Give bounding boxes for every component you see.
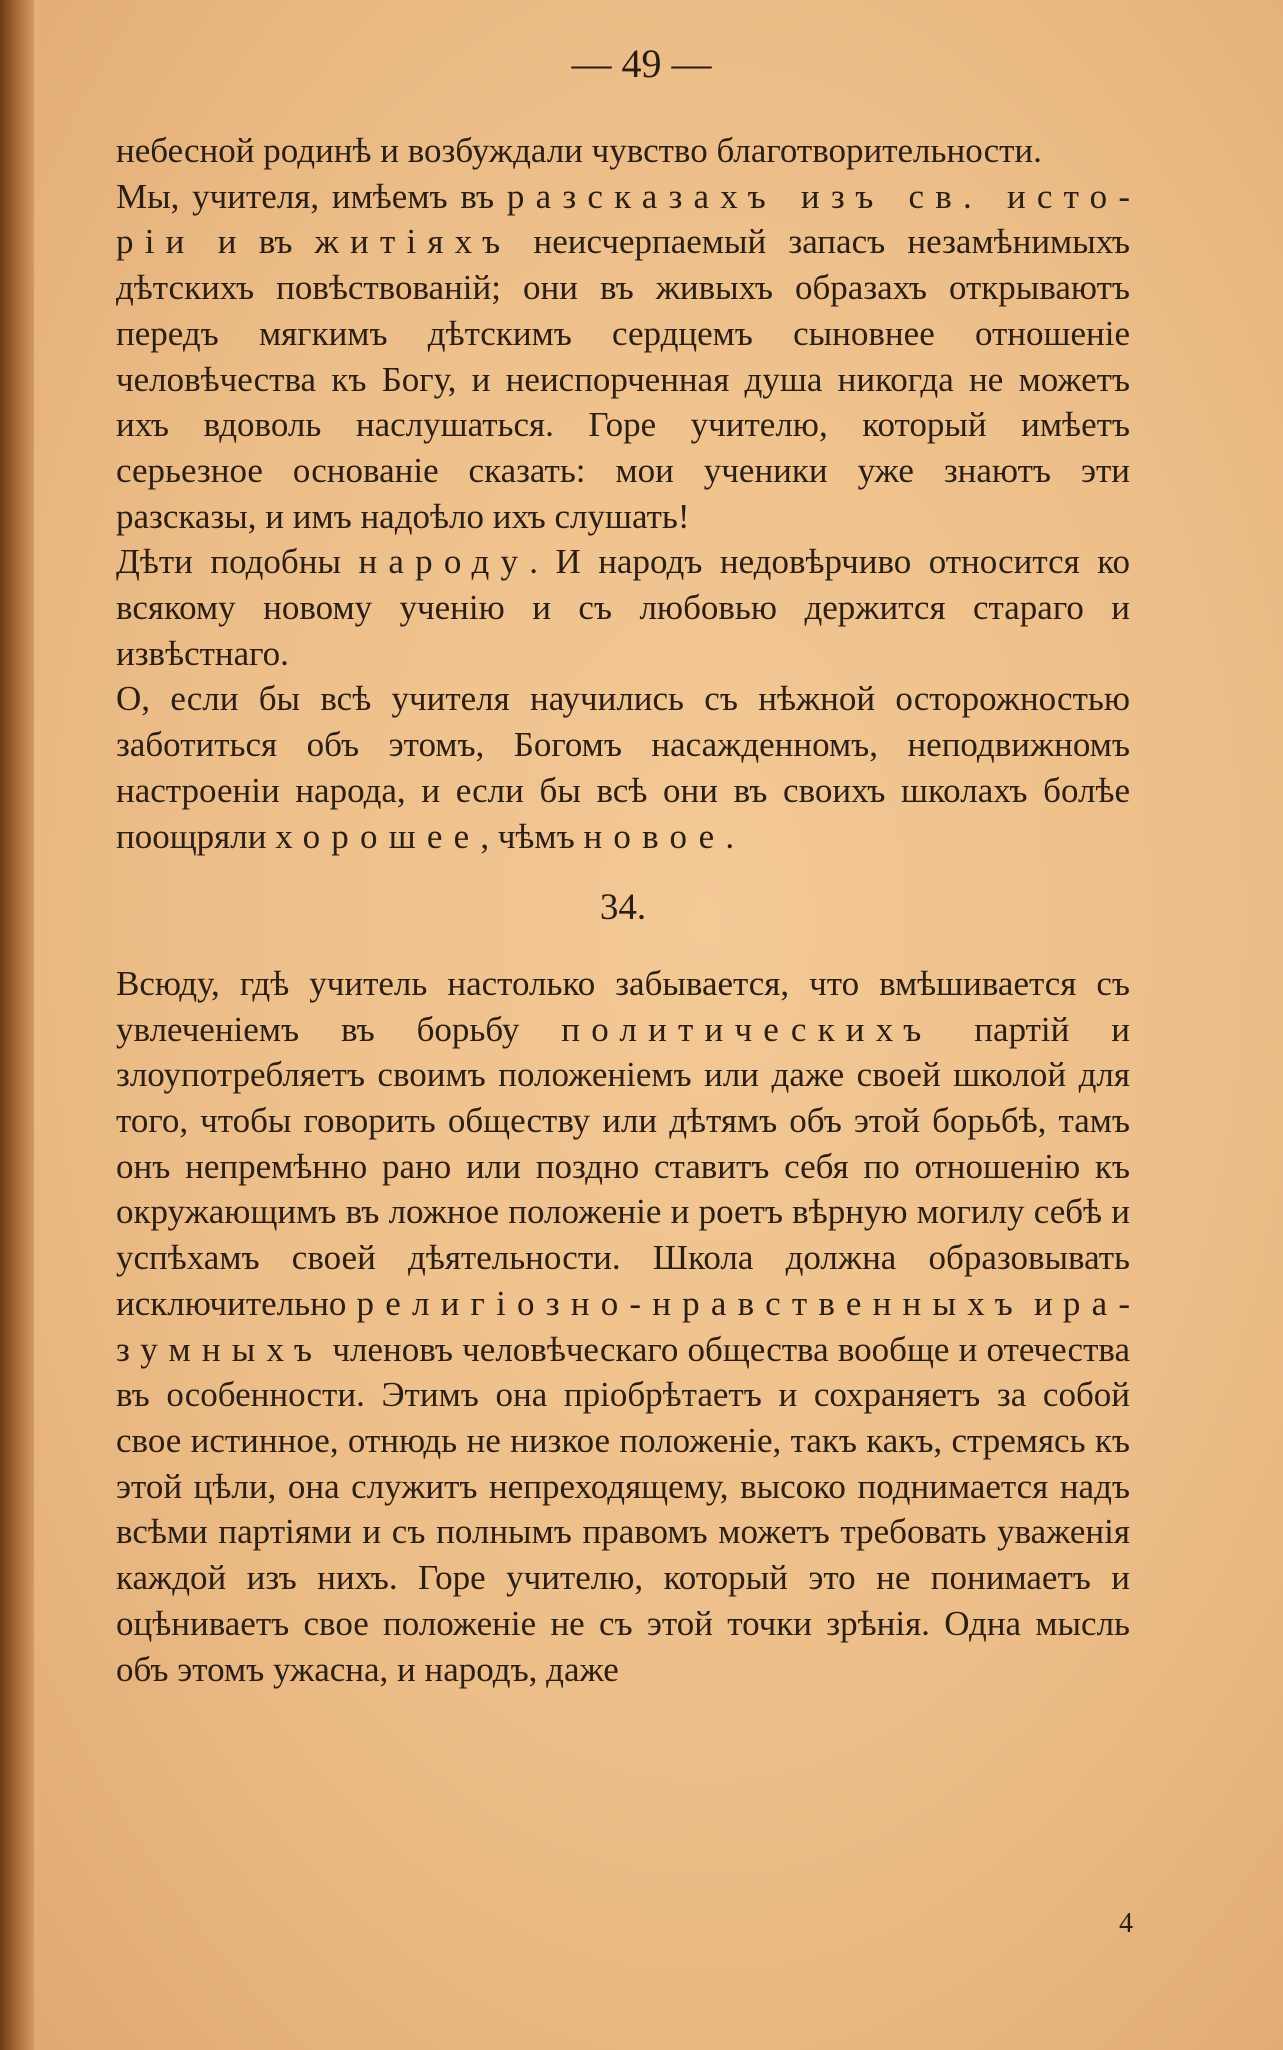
- section-number: 34.: [599, 887, 647, 929]
- section-part-3: партій и злоупотребляетъ своимъ положеніемъ или даже своей школой для того, чтобы говорить обществу или дѣтямъ объ этой борьбѣ, тамъ онъ непремѣнно рано или поздно ставитъ себя по отношенію къ окружающимъ въ ложное положеніе и роетъ вѣрную могилу себѣ и успѣхамъ своей дѣятельности. Школа должна образовывать исключительно: [116, 1009, 1130, 1323]
- paragraph-4-part-5: .: [725, 816, 735, 856]
- paragraph-3-part-3: . И народъ недовѣрчиво относится ко всякому новому ученію и съ любовью держится стараго и извѣстнаго.: [116, 542, 1130, 673]
- paragraph-3-part-1: Дѣти подобны: [116, 542, 359, 582]
- paragraph-4-part-1: О, если бы всѣ учителя научились съ нѣжной осторожностью заботиться объ этомъ, Богомъ насажденномъ, неподвижномъ настроеніи народа, и если бы всѣ они въ своихъ школахъ болѣе поощряли: [116, 679, 1130, 856]
- section-paragraph: [116, 961, 1130, 1692]
- section-spaced-3: разумныхъ: [116, 1283, 1131, 1369]
- paragraph-2-spaced-1: разсказахъ изъ св. исторіи: [116, 176, 1130, 262]
- page-number: — 49 —: [571, 41, 712, 86]
- signature-mark: 4: [1119, 1908, 1133, 1939]
- section-part-5: и: [1023, 1283, 1063, 1323]
- section-spaced-1: политическихъ: [561, 1009, 933, 1049]
- paragraph-2-part-3: и въ: [195, 222, 315, 262]
- body-text: [116, 128, 1130, 1692]
- paragraph-3: [116, 539, 1130, 676]
- section-spaced-2: религіозно-нравственныхъ: [356, 1283, 1024, 1323]
- paragraph-1: [116, 128, 1130, 174]
- section-part-1: Всюду, гдѣ учитель настолько забывается, что вмѣшивается съ увлеченіемъ въ борьбу: [116, 963, 1130, 1049]
- paragraph-2: [116, 174, 1130, 540]
- paragraph-3-spaced-1: народу: [358, 542, 530, 582]
- paragraph-1-text: небесной родинѣ и возбуждали чувство благотворительности.: [116, 131, 1042, 170]
- paragraph-4-part-3: , чѣмъ: [480, 816, 584, 856]
- paragraph-4-spaced-1: хорошее: [275, 816, 481, 856]
- paragraph-2-spaced-2: житіяхъ: [314, 222, 512, 262]
- paragraph-2-part-1: Мы, учителя, имѣемъ въ: [116, 176, 507, 216]
- paragraph-4-spaced-2: новое: [583, 816, 726, 856]
- page-edge-shadow: [0, 0, 34, 2050]
- section-part-7: членовъ человѣческаго общества вообще и отечества въ особенности. Этимъ она пріобрѣтаетъ и сохраняетъ за собой свое истинное, отнюдь не низкое положеніе, такъ какъ, стремясь къ этой цѣли, она служитъ непреходящему, высоко поднимается надъ всѣми партіями и съ полнымъ правомъ можетъ требовать уваженія каждой изъ нихъ. Горе учителю, который это не понимаетъ и оцѣниваетъ свое положеніе не съ этой точки зрѣнія. Одна мысль объ этомъ ужасна, и народъ, даже: [116, 1329, 1130, 1689]
- paragraph-2-part-5: неисчерпаемый запасъ незамѣнимыхъ дѣтскихъ повѣствованій; они въ живыхъ образахъ открываютъ передъ мягкимъ дѣтскимъ сердцемъ сыновнее отношеніе человѣчества къ Богу, и неиспорченная душа никогда не можетъ ихъ вдоволь наслушаться. Горе учителю, который имѣетъ серьезное основаніе сказать: мои ученики уже знаютъ эти разсказы, и имъ надоѣло ихъ слушать!: [116, 222, 1130, 536]
- paragraph-4: [116, 676, 1130, 859]
